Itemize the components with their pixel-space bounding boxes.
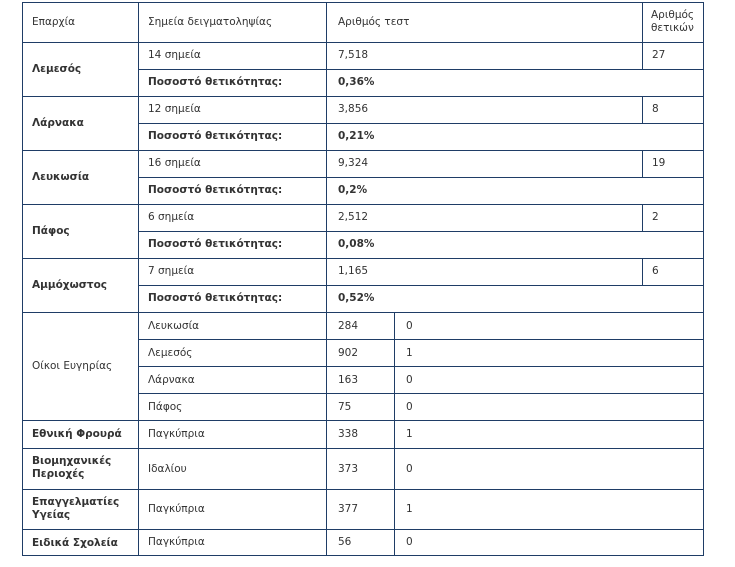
- positivity-rate-value: 0,52%: [338, 292, 375, 304]
- positives-count: 1: [406, 428, 413, 440]
- tests-count: 9,324: [338, 157, 369, 169]
- category-name: Επαγγελματίες Υγείας: [32, 496, 120, 521]
- header-positives: Αριθμός θετικών: [651, 9, 695, 34]
- place-name: Παγκύπρια: [148, 503, 205, 515]
- district-name: Λευκωσία: [32, 171, 90, 183]
- positivity-rate-value: 0,36%: [338, 76, 375, 88]
- positivity-rate-label: Ποσοστό θετικότητας:: [148, 130, 283, 142]
- tests-count: 163: [338, 374, 359, 386]
- district-name: Πάφος: [32, 225, 70, 237]
- positives-count: 8: [652, 103, 659, 115]
- header-sampling-points: Σημεία δειγματοληψίας: [148, 16, 273, 28]
- tests-count: 338: [338, 428, 359, 440]
- positivity-rate-label: Ποσοστό θετικότητας:: [148, 292, 283, 304]
- header-tests: Αριθμός τεστ: [338, 16, 410, 28]
- district-name: Λάρνακα: [32, 117, 84, 129]
- positives-count: 6: [652, 265, 659, 277]
- place-name: Παγκύπρια: [148, 428, 205, 440]
- tests-count: 1,165: [338, 265, 369, 277]
- positivity-rate-value: 0,21%: [338, 130, 375, 142]
- tests-count: 377: [338, 503, 359, 515]
- positives-count: 19: [652, 157, 666, 169]
- tests-count: 7,518: [338, 49, 369, 61]
- tests-count: 75: [338, 401, 352, 413]
- sampling-points: 7 σημεία: [148, 265, 195, 277]
- positivity-rate-label: Ποσοστό θετικότητας:: [148, 76, 283, 88]
- care-homes-label: Οίκοι Ευγηρίας: [32, 360, 113, 372]
- positives-count: 0: [406, 536, 413, 548]
- sampling-points: 6 σημεία: [148, 211, 195, 223]
- header-district: Επαρχία: [32, 16, 76, 28]
- positives-count: 2: [652, 211, 659, 223]
- positives-count: 0: [406, 374, 413, 386]
- sampling-points: 16 σημεία: [148, 157, 201, 169]
- tests-count: 56: [338, 536, 352, 548]
- place-name: Παγκύπρια: [148, 536, 205, 548]
- positives-count: 1: [406, 503, 413, 515]
- tests-count: 902: [338, 347, 359, 359]
- tests-count: 284: [338, 320, 359, 332]
- district-name: Αμμόχωστος: [32, 279, 108, 291]
- positives-count: 0: [406, 320, 413, 332]
- place-name: Ιδαλίου: [148, 463, 187, 475]
- positivity-rate-value: 0,08%: [338, 238, 375, 250]
- positives-count: 0: [406, 401, 413, 413]
- results-table: [22, 2, 704, 556]
- care-home-district: Λεμεσός: [148, 347, 193, 359]
- tests-count: 3,856: [338, 103, 369, 115]
- tests-count: 2,512: [338, 211, 369, 223]
- positivity-rate-label: Ποσοστό θετικότητας:: [148, 184, 283, 196]
- care-home-district: Λάρνακα: [148, 374, 195, 386]
- care-home-district: Λευκωσία: [148, 320, 200, 332]
- category-name: Βιομηχανικές Περιοχές: [32, 455, 112, 480]
- category-name: Εθνική Φρουρά: [32, 428, 122, 440]
- positivity-rate-value: 0,2%: [338, 184, 368, 196]
- positives-count: 27: [652, 49, 666, 61]
- positives-count: 1: [406, 347, 413, 359]
- district-name: Λεμεσός: [32, 63, 82, 75]
- tests-count: 373: [338, 463, 359, 475]
- sampling-points: 14 σημεία: [148, 49, 201, 61]
- positivity-rate-label: Ποσοστό θετικότητας:: [148, 238, 283, 250]
- category-name: Ειδικά Σχολεία: [32, 537, 118, 549]
- care-home-district: Πάφος: [148, 401, 183, 413]
- positives-count: 0: [406, 463, 413, 475]
- sampling-points: 12 σημεία: [148, 103, 201, 115]
